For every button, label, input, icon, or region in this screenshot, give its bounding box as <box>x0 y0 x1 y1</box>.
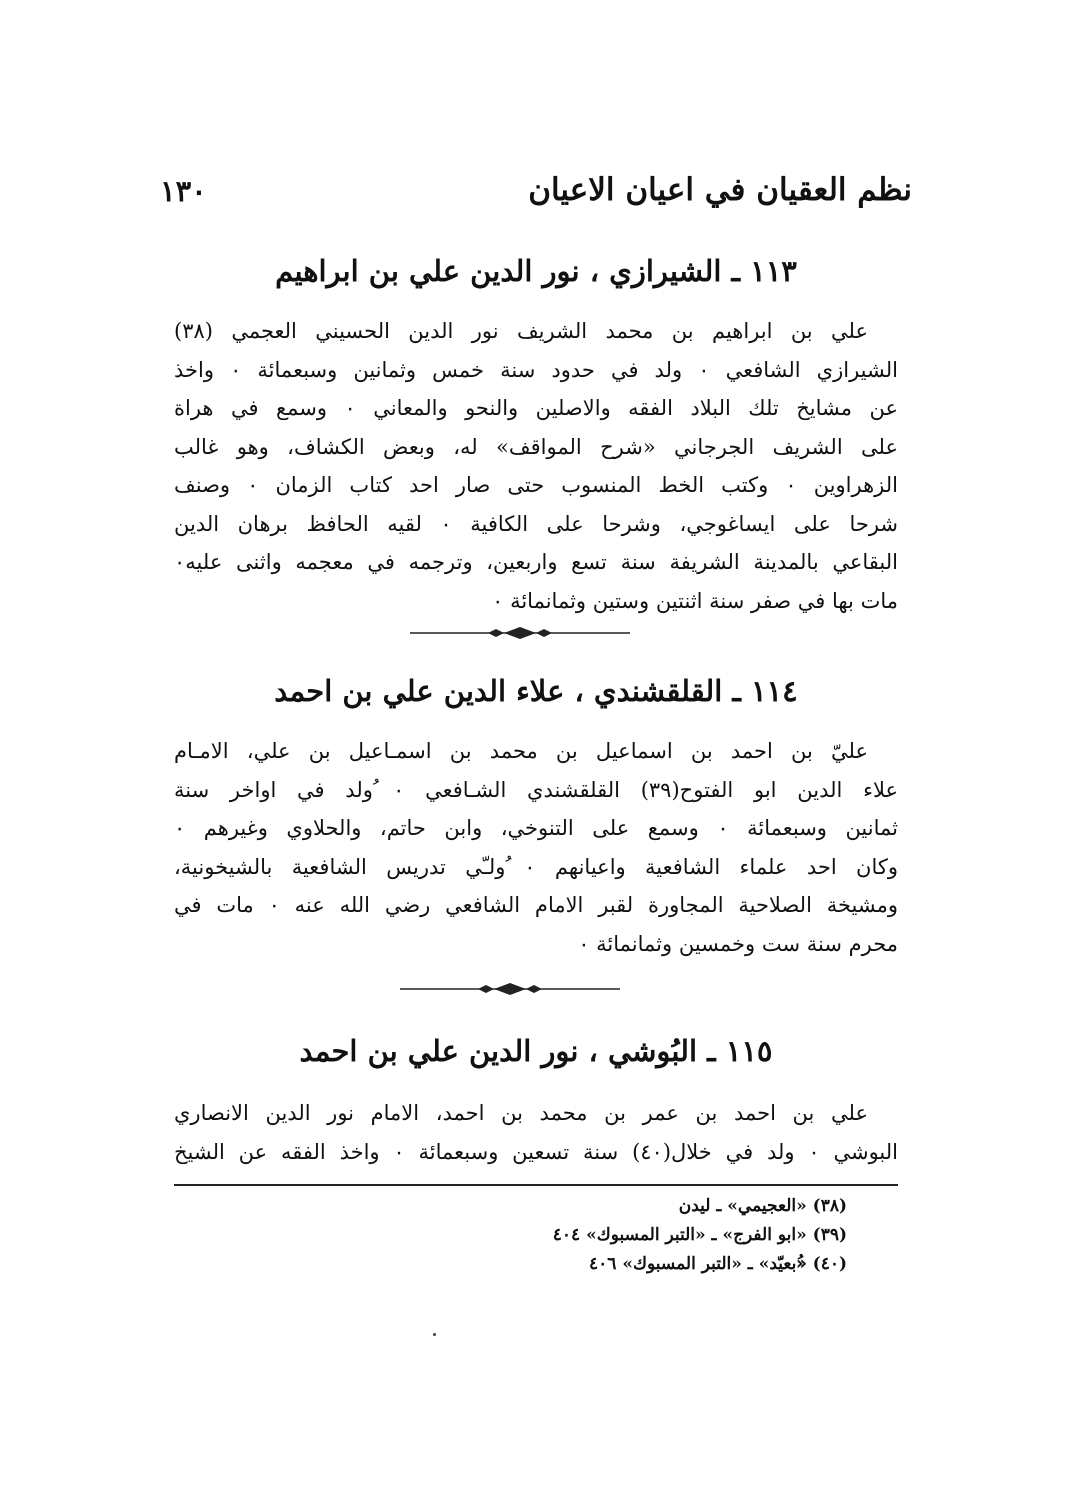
section-divider-ornament <box>400 983 620 995</box>
entry-body <box>174 1094 898 1171</box>
running-title: نظم العقيان في اعيان الاعيان <box>528 172 912 208</box>
entry-heading: ١١٣ ـ الشيرازي ، نور الدين علي بن ابراهيم <box>275 254 797 288</box>
footnote-separator <box>174 1184 898 1186</box>
entry-heading: ١١٤ ـ القلقشندي ، علاء الدين علي بن احمد <box>274 674 798 708</box>
entry-line: الشيرازي الشافعي ٠ ولد في حدود سنة خمس وثمانين وسبعمائة ٠ واخذ <box>174 357 898 382</box>
entry-line: البقاعي بالمدينة الشريفة سنة تسع واربعين، وترجمه في معجمه واثنى عليه٠ <box>174 550 898 574</box>
page-number: ١٣٠ <box>160 174 207 208</box>
footnotes <box>553 1192 847 1279</box>
entry-line: ومشيخة الصلاحية المجاورة لقبر الامام الشافعي رضي الله عنه ٠ مات في <box>174 893 898 917</box>
entry-line: محرم سنة ست وخمسين وثمانمائة ٠ <box>578 931 898 956</box>
entry-line: علي بن احمد بن عمر بن محمد بن احمد، الامام نور الدين الانصاري <box>174 1101 868 1125</box>
entry-line: علي بن ابراهيم بن محمد الشريف نور الدين الحسيني العجمي (٣٨) <box>174 319 868 343</box>
running-header <box>160 172 912 222</box>
footnote: (٣٨) «العجيمي» ـ ليدن <box>678 1196 847 1216</box>
entry-line: شرحا على ايساغوجي، وشرحا على الكافية ٠ لقيه الحافظ برهان الدين <box>174 511 898 536</box>
entry-body <box>174 732 898 963</box>
entry-body <box>174 312 898 620</box>
entry-line: البوشي ٠ ولد في خلال(٤٠) سنة تسعين وسبعمائة ٠ واخذ الفقه عن الشيخ <box>174 1139 898 1164</box>
section-divider-ornament <box>410 627 630 639</box>
entry-heading: ١١٥ ـ البُوشي ، نور الدين علي بن احمد <box>299 1034 773 1068</box>
entry-line: الزهراوين ٠ وكتب الخط المنسوب حتى صار احد كتاب الزمان ٠ وصنف <box>174 473 898 497</box>
footnote: (٣٩) «ابو الفرج» ـ «التبر المسبوك» ٤٠٤ <box>552 1225 847 1245</box>
print-speck <box>433 1333 436 1336</box>
entry-line: ثمانين وسبعمائة ٠ وسمع على التنوخي، وابن حاتم، والحلاوي وغيرهم ٠ <box>174 816 898 840</box>
entry-line: عليّ بن احمد بن اسماعيل بن محمد بن اسمـاعيل بن علي، الامـام <box>174 739 868 763</box>
footnote: (٤٠) «ُبعيّد» ـ «التبر المسبوك» ٤٠٦ <box>589 1254 847 1274</box>
entry-line: وكان احد علماء الشافعية واعيانهم ٠ ُولـّي تدريس الشافعية بالشيخونية، <box>174 854 898 879</box>
entry-line: على الشريف الجرجاني «شرح المواقف» له، وبعض الكشاف، وهو غالب <box>174 434 898 459</box>
entry-line: علاء الدين ابو الفتوح(٣٩) القلقشندي الشـافعي ٠ ُولد في اواخر سنة <box>174 777 898 802</box>
entry-line: مات بها في صفر سنة اثنتين وستين وثمانمائة ٠ <box>492 588 898 613</box>
entry-line: عن مشايخ تلك البلاد الفقه والاصلين والنحو والمعاني ٠ وسمع في هراة <box>174 396 898 420</box>
